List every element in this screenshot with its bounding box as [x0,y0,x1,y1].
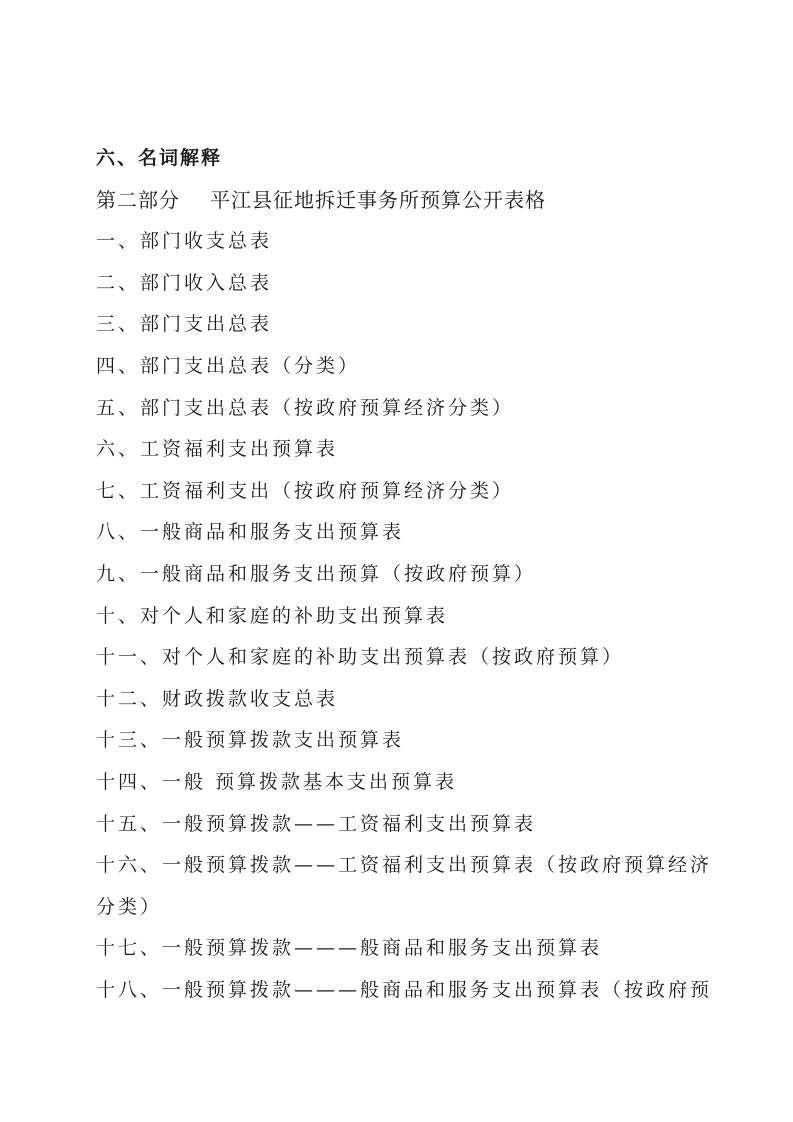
list-item: 十四、一般 预算拨款基本支出预算表 [96,770,458,793]
list-item: 三、部门支出总表 [96,313,273,336]
section-heading: 六、名词解释 [96,147,223,169]
list-item-continuation: 分类） [96,895,163,918]
list-item: 九、一般商品和服务支出预算（按政府预算） [96,562,537,585]
list-item: 十八、一般预算拨款———般商品和服务支出预算表（按政府预 [96,978,713,1001]
list-item: 六、工资福利支出预算表 [96,438,339,461]
list-item: 十五、一般预算拨款——工资福利支出预算表 [96,812,537,835]
list-item: 五、部门支出总表（按政府预算经济分类） [96,396,515,419]
list-item: 十、对个人和家庭的补助支出预算表 [96,604,449,627]
list-item: 十三、一般预算拨款支出预算表 [96,729,405,752]
list-item: 四、部门支出总表（分类） [96,354,361,377]
list-item: 十一、对个人和家庭的补助支出预算表（按政府预算） [96,646,625,669]
list-item: 一、部门收支总表 [96,230,273,253]
list-item: 八、一般商品和服务支出预算表 [96,521,405,544]
list-item: 十二、财政拨款收支总表 [96,687,339,710]
list-item: 十七、一般预算拨款———般商品和服务支出预算表 [96,937,603,960]
part-title-line [96,180,716,222]
part-label: 第二部分 [96,187,180,212]
part-title: 平江县征地拆迁事务所预算公开表格 [210,187,546,212]
document-body [96,138,716,1011]
list-item: 七、工资福利支出（按政府预算经济分类） [96,479,515,502]
list-item: 十六、一般预算拨款——工资福利支出预算表（按政府预算经济 [96,854,713,877]
list-item: 二、部门收入总表 [96,271,273,294]
